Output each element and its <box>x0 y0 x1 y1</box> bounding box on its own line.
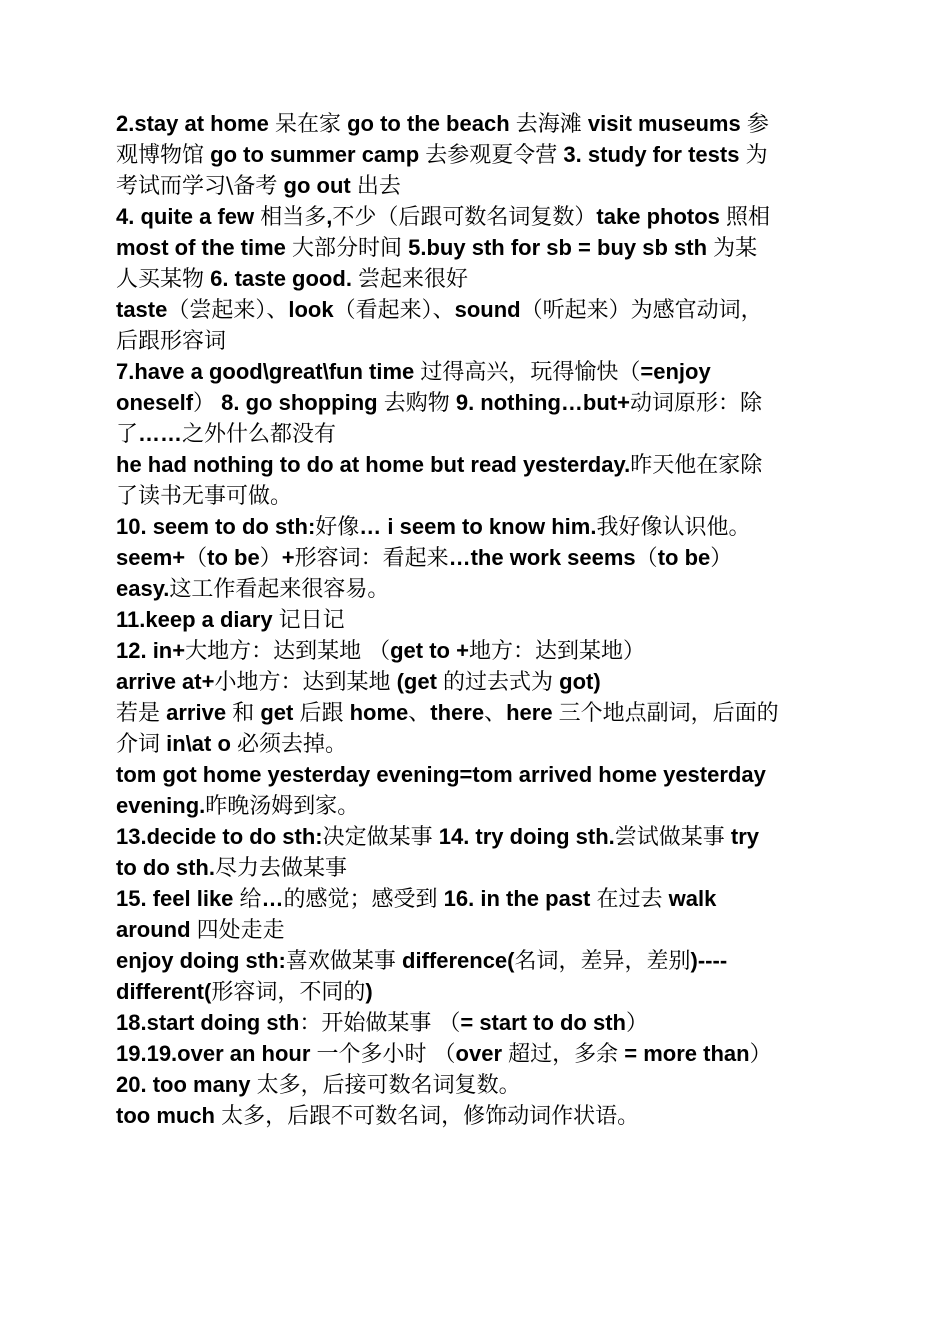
text-line <box>116 480 836 511</box>
text-run: 昨天他在家除 <box>630 453 763 478</box>
text-run: 14. try doing sth. <box>432 824 615 849</box>
text-run: tom got home yesterday evening=tom arrived home yesterday <box>116 762 766 787</box>
text-line <box>116 511 836 542</box>
text-run: 为 <box>745 143 768 168</box>
text-run: 大部分时间 <box>292 236 403 261</box>
text-run: 之外什么都没有 <box>182 422 337 447</box>
text-line <box>116 914 836 945</box>
text-run: go to summer camp <box>204 142 426 167</box>
text-line <box>116 294 836 325</box>
text-run: 12. in+ <box>116 638 186 663</box>
text-run: taste <box>116 297 168 322</box>
text-line <box>116 232 836 263</box>
text-run: , <box>326 204 333 229</box>
text-run: 必须去掉。 <box>237 732 348 757</box>
text-run: different( <box>116 979 212 1004</box>
text-run: …the work seems <box>448 545 636 570</box>
text-run: 、 <box>408 701 431 726</box>
text-run: 出去 <box>356 174 401 199</box>
text-run: （看起来）、 <box>333 298 455 323</box>
text-line <box>116 170 836 201</box>
text-run: 形容词：看起来 <box>294 546 449 571</box>
text-run: sound <box>454 297 521 322</box>
text-run: 名词，差异，差别 <box>514 949 691 974</box>
text-run: 相当多 <box>260 205 327 230</box>
text-run: there <box>430 700 485 725</box>
text-run: 的过去式为 <box>443 670 554 695</box>
text-run: + <box>281 545 295 570</box>
text-run: too much <box>116 1103 222 1128</box>
text-line <box>116 1069 836 1100</box>
text-run: in\at o <box>160 731 238 756</box>
text-run: …… <box>138 421 183 446</box>
text-line <box>116 449 836 480</box>
text-run: 四处走走 <box>196 918 285 943</box>
text-run: 为某 <box>713 236 758 261</box>
text-line <box>116 139 836 170</box>
text-run: 太多，后接可数名词复数。 <box>256 1073 521 1098</box>
text-line <box>116 697 836 728</box>
text-run: (get <box>390 669 444 694</box>
text-run: ） <box>625 1011 648 1036</box>
text-run: 尝试做某事 <box>614 825 725 850</box>
text-line <box>116 759 836 790</box>
text-run: 去海滩 <box>515 112 582 137</box>
text-line <box>116 821 836 852</box>
text-run: 观博物馆 <box>116 143 205 168</box>
text-line <box>116 108 836 139</box>
text-line <box>116 728 836 759</box>
text-run: 2.stay at home <box>116 111 275 136</box>
text-line <box>116 201 836 232</box>
text-run: 20. too many <box>116 1072 257 1097</box>
text-run: 18.start doing sth <box>116 1010 300 1035</box>
text-run: seem+ <box>116 545 186 570</box>
text-run: 、 <box>484 701 507 726</box>
text-run: 在过去 <box>596 887 663 912</box>
text-line <box>116 790 836 821</box>
text-run: 我好像认识他。 <box>596 515 751 540</box>
text-run: … i seem to know him. <box>359 514 597 539</box>
text-run: to do sth. <box>116 855 215 880</box>
text-run: 了读书无事可做。 <box>116 484 293 509</box>
text-line <box>116 1007 836 1038</box>
text-run: 若是 <box>116 701 161 726</box>
text-run: 4. quite a few <box>116 204 261 229</box>
text-run: get <box>254 700 300 725</box>
text-line <box>116 976 836 1007</box>
text-run: 照相 <box>726 205 771 230</box>
text-run: he had nothing to do at home but read yesterday. <box>116 452 631 477</box>
text-run: 7.have a good\great\fun time <box>116 359 421 384</box>
text-run: go out <box>277 173 357 198</box>
text-run: ） <box>710 546 733 571</box>
text-run: 19.19.over an hour <box>116 1041 317 1066</box>
text-run: 13.decide to do sth: <box>116 824 323 849</box>
text-run: most of the time <box>116 235 293 260</box>
document-page <box>116 108 836 1131</box>
text-line <box>116 387 836 418</box>
text-run: （尝起来）、 <box>167 298 289 323</box>
text-run: arrive <box>160 700 233 725</box>
text-run: ) <box>365 979 373 1004</box>
text-line <box>116 263 836 294</box>
text-run: look <box>288 297 334 322</box>
text-run: 太多，后跟不可数名词，修饰动词作状语。 <box>221 1104 640 1129</box>
text-run: evening. <box>116 793 206 818</box>
text-run: take photos <box>596 204 726 229</box>
text-run: 15. feel like <box>116 886 240 911</box>
text-run: 尽力去做某事 <box>214 856 347 881</box>
text-run: 人买某物 <box>116 267 205 292</box>
text-run: enjoy doing sth: <box>116 948 286 973</box>
text-run: 的感觉；感受到 <box>283 887 438 912</box>
text-run: 小地方：达到某地 <box>214 670 391 695</box>
text-run: = start to do sth <box>460 1010 626 1035</box>
text-line <box>116 883 836 914</box>
text-run: 超过，多余 <box>508 1042 619 1067</box>
text-run: 这工作看起来很容易。 <box>169 577 390 602</box>
text-run: ） <box>193 391 216 416</box>
text-line <box>116 635 836 666</box>
text-run: arrive at+ <box>116 669 215 694</box>
text-run: 16. in the past <box>437 886 597 911</box>
text-run: 尝起来很好 <box>358 267 469 292</box>
text-run: try <box>724 824 760 849</box>
text-run: 去参观夏令营 <box>425 143 558 168</box>
text-run: 决定做某事 <box>322 825 433 850</box>
text-line <box>116 666 836 697</box>
text-run: =enjoy <box>640 359 711 384</box>
text-line <box>116 325 836 356</box>
text-run: go to the beach <box>340 111 516 136</box>
text-run: home <box>343 700 409 725</box>
text-run: easy. <box>116 576 170 601</box>
text-run: 喜欢做某事 <box>285 949 396 974</box>
text-run: 考试而学习\备考 <box>116 174 278 199</box>
text-run: ：开始做某事 （ <box>299 1011 461 1036</box>
text-run: get to + <box>390 638 469 663</box>
text-line <box>116 418 836 449</box>
text-run: （ <box>185 546 208 571</box>
text-run: 3. study for tests <box>557 142 746 167</box>
text-run: 11.keep a diary <box>116 607 279 632</box>
text-run: 过得高兴，玩得愉快（ <box>420 360 641 385</box>
text-run: 地方：达到某地） <box>468 639 645 664</box>
text-run: to be <box>657 545 711 570</box>
text-run: 了 <box>116 422 139 447</box>
text-run: 记日记 <box>278 608 345 633</box>
text-run: 和 <box>232 701 255 726</box>
text-line <box>116 573 836 604</box>
text-run: = more than <box>618 1041 750 1066</box>
text-run: 一个多小时 （ <box>316 1042 456 1067</box>
text-run: 给 <box>239 887 262 912</box>
text-run: … <box>261 886 284 911</box>
text-line <box>116 356 836 387</box>
text-run: walk <box>662 886 717 911</box>
text-run: over <box>455 1041 509 1066</box>
text-run: )---- <box>690 948 728 973</box>
text-run: to be <box>207 545 260 570</box>
text-run: 后跟 <box>299 701 344 726</box>
text-run: around <box>116 917 197 942</box>
text-run: 好像 <box>315 515 360 540</box>
text-run: oneself <box>116 390 194 415</box>
text-run: 昨晚汤姆到家。 <box>205 794 360 819</box>
text-line <box>116 542 836 573</box>
text-run: 5.buy sth for sb = buy sb sth <box>402 235 714 260</box>
text-run: 不少（后跟可数名词复数） <box>332 205 597 230</box>
text-run: 8. go shopping <box>215 390 384 415</box>
text-line <box>116 604 836 635</box>
text-line <box>116 945 836 976</box>
text-run: 9. nothing…but+ <box>449 390 630 415</box>
text-line <box>116 852 836 883</box>
text-line <box>116 1100 836 1131</box>
text-run: ） <box>259 546 282 571</box>
text-run: here <box>506 700 559 725</box>
text-line <box>116 1038 836 1069</box>
text-run: 动词原形：除 <box>629 391 762 416</box>
text-run: ） <box>749 1042 772 1067</box>
text-run: （听起来）为感官动词， <box>520 298 763 323</box>
text-run: got) <box>553 669 601 694</box>
text-run: 去购物 <box>383 391 450 416</box>
text-run: 10. seem to do sth: <box>116 514 316 539</box>
text-run: 大地方：达到某地 （ <box>185 639 391 664</box>
text-run: 三个地点副词，后面的 <box>558 701 779 726</box>
text-run: difference( <box>395 948 515 973</box>
text-run: 呆在家 <box>274 112 341 137</box>
text-run: 介词 <box>116 732 161 757</box>
text-run: visit museums <box>581 111 747 136</box>
text-run: 6. taste good. <box>204 266 359 291</box>
text-run: 参 <box>746 112 769 137</box>
text-run: 形容词，不同的 <box>211 980 366 1005</box>
text-run: （ <box>635 546 658 571</box>
text-run: 后跟形容词 <box>116 329 227 354</box>
